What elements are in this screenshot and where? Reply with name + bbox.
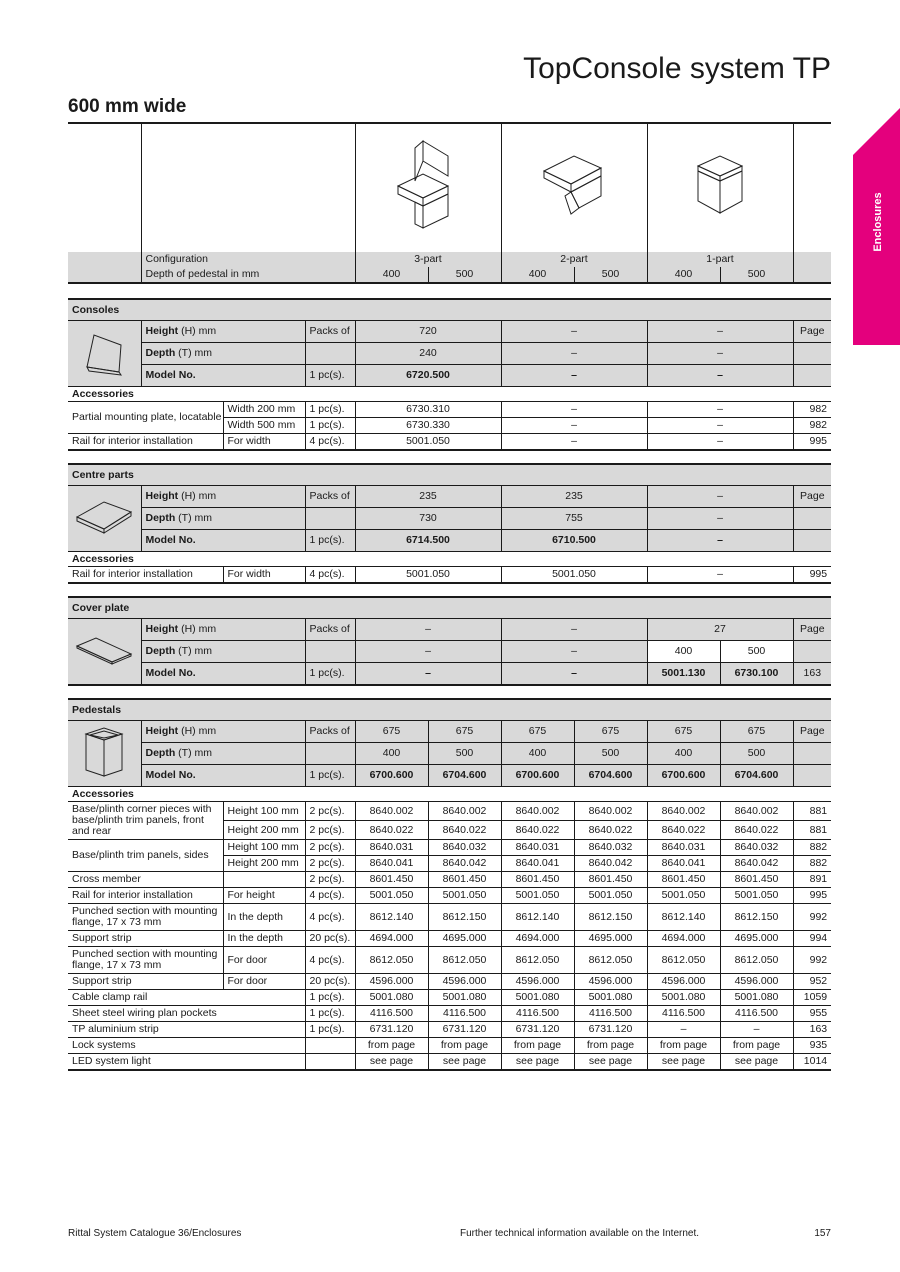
accessory-value: 8612.140 xyxy=(355,904,428,931)
accessory-value: from page xyxy=(647,1038,720,1054)
accessory-value: 8640.031 xyxy=(501,840,574,856)
accessory-value: 8640.042 xyxy=(428,856,501,872)
pedestals-table xyxy=(68,698,831,1071)
accessory-value: – xyxy=(647,567,793,584)
packs-value: 1 pc(s). xyxy=(305,530,355,552)
cover-depth: 500 xyxy=(720,641,793,663)
accessory-value: 8640.032 xyxy=(720,840,793,856)
accessory-name: Base/plinth trim panels, sides xyxy=(68,840,223,872)
accessory-value: from page xyxy=(501,1038,574,1054)
accessory-value: 8601.450 xyxy=(355,872,428,888)
accessory-value: see page xyxy=(428,1054,501,1071)
accessory-value: 8612.050 xyxy=(355,947,428,974)
pedestal-model-no: 6704.600 xyxy=(574,765,647,787)
accessory-value: 5001.050 xyxy=(355,567,501,584)
accessory-value: 8601.450 xyxy=(428,872,501,888)
accessory-value: 4116.500 xyxy=(501,1006,574,1022)
configuration-label: Configuration xyxy=(141,252,355,267)
section-heading-consoles: Consoles xyxy=(68,299,831,321)
accessory-value: 5001.050 xyxy=(428,888,501,904)
accessory-packs: 4 pc(s). xyxy=(305,888,355,904)
accessory-value: 8612.150 xyxy=(428,904,501,931)
accessory-name: Support strip xyxy=(68,974,223,990)
console-model-no: – xyxy=(647,365,793,387)
depth-of-pedestal-label: Depth of pedestal in mm xyxy=(141,267,355,283)
pedestal-depth: 500 xyxy=(428,743,501,765)
accessory-value: see page xyxy=(501,1054,574,1071)
depth-value: 400 xyxy=(647,267,720,283)
accessory-value: 8640.002 xyxy=(501,802,574,821)
accessory-packs: 1 pc(s). xyxy=(305,1022,355,1038)
accessory-value: – xyxy=(720,1022,793,1038)
pedestal-depth: 400 xyxy=(647,743,720,765)
cover-plate-illustration xyxy=(68,619,141,686)
packs-value: 1 pc(s). xyxy=(305,765,355,787)
accessory-spec: For height xyxy=(223,888,305,904)
accessory-page: 982 xyxy=(793,402,831,418)
accessory-value: see page xyxy=(647,1054,720,1071)
accessory-value: 8640.022 xyxy=(428,821,501,840)
accessory-value: 4116.500 xyxy=(647,1006,720,1022)
accessory-spec: Width 500 mm xyxy=(223,418,305,434)
pedestal-model-no: 6704.600 xyxy=(428,765,501,787)
accessory-page: 891 xyxy=(793,872,831,888)
centre-model-no: – xyxy=(647,530,793,552)
accessory-packs: 2 pc(s). xyxy=(305,840,355,856)
accessory-spec: Height 100 mm xyxy=(223,802,305,821)
accessory-name: Partial mounting plate, locatable xyxy=(68,402,223,434)
accessory-spec: Height 100 mm xyxy=(223,840,305,856)
pedestal-model-no: 6704.600 xyxy=(720,765,793,787)
accessory-value: 5001.080 xyxy=(720,990,793,1006)
accessory-value: 4694.000 xyxy=(647,931,720,947)
accessory-value: 8640.002 xyxy=(574,802,647,821)
config-1-part: 1-part xyxy=(647,252,793,267)
accessories-heading: Accessories xyxy=(68,552,831,567)
accessory-value: 5001.050 xyxy=(501,888,574,904)
cover-height: 27 xyxy=(647,619,793,641)
accessory-value: 8640.002 xyxy=(647,802,720,821)
cover-height: – xyxy=(501,619,647,641)
accessory-value: 6731.120 xyxy=(501,1022,574,1038)
pedestal-height: 675 xyxy=(720,721,793,743)
accessory-page: 992 xyxy=(793,904,831,931)
height-label: Height (H) mm xyxy=(141,321,305,343)
pedestal-height: 675 xyxy=(647,721,720,743)
accessory-value: 8612.140 xyxy=(501,904,574,931)
accessory-packs: 4 pc(s). xyxy=(305,904,355,931)
pedestal-height: 675 xyxy=(428,721,501,743)
accessory-value: 8601.450 xyxy=(720,872,793,888)
packs-of-label: Packs of xyxy=(305,721,355,743)
console-model-no: 6720.500 xyxy=(355,365,501,387)
accessory-spec xyxy=(223,872,305,888)
console-depth: 240 xyxy=(355,343,501,365)
accessory-spec: Height 200 mm xyxy=(223,821,305,840)
depth-label: Depth (T) mm xyxy=(141,743,305,765)
config-2-part: 2-part xyxy=(501,252,647,267)
accessory-spec: For width xyxy=(223,434,305,451)
config-3-part: 3-part xyxy=(355,252,501,267)
model-label: Model No. xyxy=(141,765,305,787)
section-heading-cover-plate: Cover plate xyxy=(68,597,831,619)
accessory-page: 992 xyxy=(793,947,831,974)
accessory-value: – xyxy=(501,402,647,418)
console-illustration xyxy=(68,321,141,387)
consoles-table xyxy=(68,298,831,451)
footer-catalogue: Rittal System Catalogue 36/Enclosures xyxy=(68,1228,242,1239)
cover-depth: 400 xyxy=(647,641,720,663)
accessory-spec: In the depth xyxy=(223,904,305,931)
packs-of-label: Packs of xyxy=(305,619,355,641)
model-label: Model No. xyxy=(141,663,305,686)
centre-depth: 730 xyxy=(355,508,501,530)
accessory-value: 6730.330 xyxy=(355,418,501,434)
accessory-page: 882 xyxy=(793,856,831,872)
accessory-page: 881 xyxy=(793,821,831,840)
accessory-name: Cable clamp rail xyxy=(68,990,305,1006)
accessory-page: 163 xyxy=(793,1022,831,1038)
page-title: TopConsole system TP xyxy=(523,52,831,85)
accessory-page: 952 xyxy=(793,974,831,990)
accessory-page: 882 xyxy=(793,840,831,856)
accessory-value: 5001.080 xyxy=(428,990,501,1006)
depth-label: Depth (T) mm xyxy=(141,641,305,663)
accessory-packs: 2 pc(s). xyxy=(305,821,355,840)
accessory-value: 4694.000 xyxy=(355,931,428,947)
cover-height: – xyxy=(355,619,501,641)
accessory-value: 5001.080 xyxy=(501,990,574,1006)
accessory-value: 5001.050 xyxy=(574,888,647,904)
accessory-page: 1014 xyxy=(793,1054,831,1071)
accessory-page: 995 xyxy=(793,434,831,451)
two-part-illustration xyxy=(501,123,647,252)
accessory-page: 881 xyxy=(793,802,831,821)
accessory-packs: 2 pc(s). xyxy=(305,802,355,821)
accessory-value: – xyxy=(647,1022,720,1038)
accessory-spec: For door xyxy=(223,947,305,974)
accessory-value: from page xyxy=(428,1038,501,1054)
accessory-name: Punched section with mounting flange, 17 x 73 mm xyxy=(68,904,223,931)
accessory-value: 8601.450 xyxy=(647,872,720,888)
cover-model-no: – xyxy=(355,663,501,686)
accessory-value: 4596.000 xyxy=(574,974,647,990)
accessory-value: 8640.022 xyxy=(501,821,574,840)
accessory-value: 8640.031 xyxy=(647,840,720,856)
accessory-value: 8612.050 xyxy=(574,947,647,974)
accessory-packs: 20 pc(s). xyxy=(305,974,355,990)
accessories-heading: Accessories xyxy=(68,387,831,402)
centre-model-no: 6714.500 xyxy=(355,530,501,552)
accessory-value: 8612.150 xyxy=(574,904,647,931)
accessory-value: 6731.120 xyxy=(574,1022,647,1038)
accessory-value: 8612.150 xyxy=(720,904,793,931)
accessory-value: 8640.022 xyxy=(574,821,647,840)
console-height: – xyxy=(647,321,793,343)
pedestal-model-no: 6700.600 xyxy=(647,765,720,787)
accessory-value: from page xyxy=(355,1038,428,1054)
accessory-value: 8640.002 xyxy=(355,802,428,821)
accessory-value: 4116.500 xyxy=(720,1006,793,1022)
pedestal-height: 675 xyxy=(574,721,647,743)
header-table xyxy=(68,122,831,284)
depth-value: 400 xyxy=(501,267,574,283)
accessory-page: 994 xyxy=(793,931,831,947)
accessory-value: see page xyxy=(355,1054,428,1071)
depth-value: 400 xyxy=(355,267,428,283)
footer-page-number: 157 xyxy=(814,1228,831,1239)
accessory-packs xyxy=(305,1054,355,1071)
centre-height: – xyxy=(647,486,793,508)
accessory-value: 8640.002 xyxy=(720,802,793,821)
page-label: Page xyxy=(793,721,831,743)
accessory-value: – xyxy=(647,434,793,451)
console-height: 720 xyxy=(355,321,501,343)
accessory-page: 995 xyxy=(793,888,831,904)
packs-of-label: Packs of xyxy=(305,321,355,343)
accessory-value: 6730.310 xyxy=(355,402,501,418)
accessory-value: 4116.500 xyxy=(355,1006,428,1022)
accessory-value: 8640.041 xyxy=(355,856,428,872)
pedestal-illustration xyxy=(68,721,141,787)
accessory-value: 4596.000 xyxy=(647,974,720,990)
accessory-spec: Width 200 mm xyxy=(223,402,305,418)
pedestal-depth: 400 xyxy=(355,743,428,765)
height-label: Height (H) mm xyxy=(141,619,305,641)
accessory-value: – xyxy=(501,418,647,434)
accessory-value: from page xyxy=(720,1038,793,1054)
accessory-value: 8640.002 xyxy=(428,802,501,821)
accessory-value: 8640.032 xyxy=(574,840,647,856)
accessory-value: 5001.080 xyxy=(574,990,647,1006)
accessory-name: Cross member xyxy=(68,872,223,888)
console-model-no: – xyxy=(501,365,647,387)
packs-of-label: Packs of xyxy=(305,486,355,508)
depth-label: Depth (T) mm xyxy=(141,508,305,530)
accessory-packs: 1 pc(s). xyxy=(305,402,355,418)
centre-parts-table xyxy=(68,463,831,584)
packs-value: 1 pc(s). xyxy=(305,365,355,387)
accessory-value: 6731.120 xyxy=(355,1022,428,1038)
accessory-value: 4596.000 xyxy=(720,974,793,990)
accessory-value: – xyxy=(647,418,793,434)
centre-height: 235 xyxy=(355,486,501,508)
accessory-value: 8612.050 xyxy=(720,947,793,974)
accessory-value: 4695.000 xyxy=(428,931,501,947)
pedestal-depth: 500 xyxy=(720,743,793,765)
accessory-value: 5001.080 xyxy=(355,990,428,1006)
accessory-value: – xyxy=(647,402,793,418)
accessory-name: Lock systems xyxy=(68,1038,305,1054)
accessory-page: 982 xyxy=(793,418,831,434)
pedestal-model-no: 6700.600 xyxy=(355,765,428,787)
accessory-value: see page xyxy=(720,1054,793,1071)
accessory-packs: 1 pc(s). xyxy=(305,990,355,1006)
packs-value: 1 pc(s). xyxy=(305,663,355,686)
page-label: Page xyxy=(793,619,831,641)
cover-model-no: – xyxy=(501,663,647,686)
accessory-value: 8601.450 xyxy=(574,872,647,888)
accessory-value: 5001.050 xyxy=(355,434,501,451)
cover-depth: – xyxy=(501,641,647,663)
accessory-page: 1059 xyxy=(793,990,831,1006)
section-heading-centre-parts: Centre parts xyxy=(68,464,831,486)
accessory-page: 935 xyxy=(793,1038,831,1054)
accessory-value: 8612.050 xyxy=(501,947,574,974)
cover-plate-table xyxy=(68,596,831,686)
pedestal-height: 675 xyxy=(355,721,428,743)
page-subtitle: 600 mm wide xyxy=(68,96,187,117)
accessory-packs xyxy=(305,1038,355,1054)
section-heading-pedestals: Pedestals xyxy=(68,699,831,721)
accessory-value: 4596.000 xyxy=(355,974,428,990)
depth-value: 500 xyxy=(574,267,647,283)
accessory-value: 5001.050 xyxy=(501,567,647,584)
accessory-value: 8601.450 xyxy=(501,872,574,888)
accessory-name: Rail for interior installation xyxy=(68,888,223,904)
accessory-value: 5001.050 xyxy=(355,888,428,904)
accessory-page: 995 xyxy=(793,567,831,584)
accessory-value: 8640.032 xyxy=(428,840,501,856)
accessory-value: 4596.000 xyxy=(501,974,574,990)
accessory-value: – xyxy=(501,434,647,451)
one-part-illustration xyxy=(647,123,793,252)
enclosures-side-tab-label: Enclosures xyxy=(872,192,884,252)
console-depth: – xyxy=(647,343,793,365)
accessory-value: 5001.080 xyxy=(647,990,720,1006)
accessories-heading: Accessories xyxy=(68,787,831,802)
accessory-packs: 4 pc(s). xyxy=(305,567,355,584)
accessory-value: 4695.000 xyxy=(720,931,793,947)
pedestal-depth: 400 xyxy=(501,743,574,765)
pedestal-model-no: 6700.600 xyxy=(501,765,574,787)
pedestal-height: 675 xyxy=(501,721,574,743)
accessory-page: 955 xyxy=(793,1006,831,1022)
accessory-name: Punched section with mounting flange, 17 x 73 mm xyxy=(68,947,223,974)
cover-depth: – xyxy=(355,641,501,663)
centre-part-illustration xyxy=(68,486,141,552)
centre-depth: 755 xyxy=(501,508,647,530)
accessory-value: 8640.022 xyxy=(647,821,720,840)
centre-height: 235 xyxy=(501,486,647,508)
accessory-value: 8640.022 xyxy=(720,821,793,840)
accessory-value: 8640.041 xyxy=(501,856,574,872)
depth-value: 500 xyxy=(428,267,501,283)
page-label: Page xyxy=(793,486,831,508)
page-label: Page xyxy=(793,321,831,343)
accessory-packs: 1 pc(s). xyxy=(305,1006,355,1022)
accessory-value: from page xyxy=(574,1038,647,1054)
height-label: Height (H) mm xyxy=(141,721,305,743)
model-label: Model No. xyxy=(141,365,305,387)
centre-depth: – xyxy=(647,508,793,530)
cover-page: 163 xyxy=(793,663,831,686)
accessory-value: 5001.050 xyxy=(647,888,720,904)
accessory-value: 8612.050 xyxy=(647,947,720,974)
accessory-name: Rail for interior installation xyxy=(68,434,223,451)
accessory-spec: For door xyxy=(223,974,305,990)
accessory-packs: 4 pc(s). xyxy=(305,434,355,451)
accessory-value: 4596.000 xyxy=(428,974,501,990)
accessory-packs: 4 pc(s). xyxy=(305,947,355,974)
accessory-name: Rail for interior installation xyxy=(68,567,223,584)
accessory-name: LED system light xyxy=(68,1054,305,1071)
cover-model-no: 5001.130 xyxy=(647,663,720,686)
accessory-packs: 2 pc(s). xyxy=(305,872,355,888)
accessory-name: TP aluminium strip xyxy=(68,1022,305,1038)
accessory-spec: In the depth xyxy=(223,931,305,947)
accessory-value: 4695.000 xyxy=(574,931,647,947)
accessory-name: Sheet steel wiring plan pockets xyxy=(68,1006,305,1022)
accessory-value: 8640.031 xyxy=(355,840,428,856)
accessory-value: 4116.500 xyxy=(574,1006,647,1022)
accessory-value: 8612.140 xyxy=(647,904,720,931)
accessory-name: Support strip xyxy=(68,931,223,947)
accessory-packs: 2 pc(s). xyxy=(305,856,355,872)
centre-model-no: 6710.500 xyxy=(501,530,647,552)
accessory-value: 4694.000 xyxy=(501,931,574,947)
accessory-value: 5001.050 xyxy=(720,888,793,904)
accessory-value: 4116.500 xyxy=(428,1006,501,1022)
accessory-packs: 1 pc(s). xyxy=(305,418,355,434)
pedestal-depth: 500 xyxy=(574,743,647,765)
accessory-value: 8640.041 xyxy=(647,856,720,872)
console-height: – xyxy=(501,321,647,343)
three-part-illustration xyxy=(355,123,501,252)
accessory-packs: 20 pc(s). xyxy=(305,931,355,947)
footer-note: Further technical information available on the Internet. xyxy=(460,1228,700,1239)
accessory-value: 8640.042 xyxy=(720,856,793,872)
depth-value: 500 xyxy=(720,267,793,283)
height-label: Height (H) mm xyxy=(141,486,305,508)
model-label: Model No. xyxy=(141,530,305,552)
depth-label: Depth (T) mm xyxy=(141,343,305,365)
accessory-value: 8640.042 xyxy=(574,856,647,872)
console-depth: – xyxy=(501,343,647,365)
accessory-value: 8612.050 xyxy=(428,947,501,974)
cover-model-no: 6730.100 xyxy=(720,663,793,686)
accessory-name: Base/plinth corner pieces with base/plinth trim panels, front and rear xyxy=(68,802,223,840)
accessory-spec: Height 200 mm xyxy=(223,856,305,872)
accessory-value: 8640.022 xyxy=(355,821,428,840)
accessory-value: 6731.120 xyxy=(428,1022,501,1038)
accessory-value: see page xyxy=(574,1054,647,1071)
accessory-spec: For width xyxy=(223,567,305,584)
